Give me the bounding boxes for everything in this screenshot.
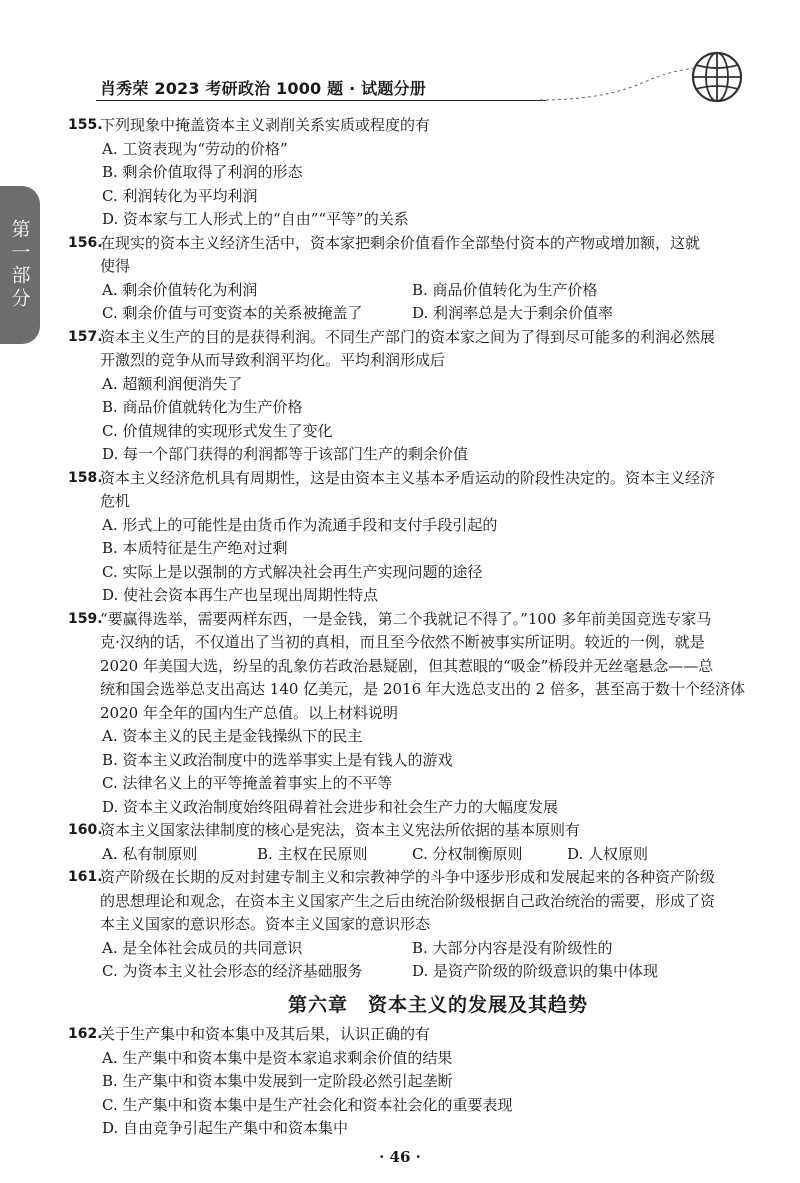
- option-d: D. 使社会资本再生产也呈现出周期性特点: [102, 586, 379, 604]
- option-d: D. 资本主义政治制度始终阻碍着社会进步和社会生产力的大幅度发展: [102, 797, 559, 816]
- option-b: B. 本质特征是生产绝对过剩: [102, 539, 288, 557]
- question-stem: 资本主义国家法律制度的核心是宪法，资本主义宪法所依据的基本原则有: [100, 821, 581, 839]
- option-row: [68, 843, 748, 867]
- option-a: A. 形式上的可能性是由货币作为流通手段和支付手段引起的: [102, 515, 498, 534]
- question-155: [68, 114, 748, 138]
- question-number: 155.: [68, 117, 103, 133]
- question-stem: 使得: [100, 257, 131, 275]
- option-b: B. 大部分内容是没有阶级性的: [412, 938, 613, 957]
- question-stem: “要赢得选举，需要两样东西，一是金钱，第二个我就记不得了。”100 多年前美国竞选专家马: [100, 609, 712, 628]
- option-c: C. 实际上是以强制的方式解决社会再生产实现问题的途径: [102, 562, 483, 581]
- option-row: [68, 279, 748, 303]
- question-stem: 资产阶级在长期的反对封建专制主义和宗教神学的斗争中逐步形成和发展起来的各种资产阶级: [100, 868, 716, 886]
- question-162: [68, 1023, 748, 1047]
- option-b: B. 商品价值转化为生产价格: [412, 280, 598, 299]
- page-number: · 46 ·: [379, 1148, 421, 1166]
- question-stem: 关于生产集中和资本集中及其后果，认识正确的有: [100, 1025, 431, 1043]
- question-stem: 危机: [100, 492, 131, 510]
- option-d: D. 每一个部门获得的利润都等于该部门生产的剩余价值: [102, 445, 469, 463]
- option-d: D. 人权原则: [567, 844, 649, 863]
- header-dashed-curve: [540, 62, 700, 102]
- option-a: A. 生产集中和资本集中是资本家追求剩余价值的结果: [102, 1048, 453, 1067]
- question-number: 162.: [68, 1026, 103, 1042]
- question-stem: 统和国会选举总支出高达 140 亿美元，是 2016 年大选总支出的 2 倍多，甚至高于数十个经济体: [100, 680, 745, 698]
- question-stem: 克·汉纳的话，不仅道出了当初的真相，而且至今依然不断被事实所证明。较近的一例，就是: [100, 633, 705, 651]
- option-d: D. 利润率总是大于剩余价值率: [412, 304, 614, 322]
- question-number: 161.: [68, 869, 103, 885]
- question-stem: 下列现象中掩盖资本主义剥削关系实质或程度的有: [100, 116, 431, 134]
- question-stem: 开激烈的竞争从而导致利润平均化。平均利润形成后: [100, 351, 446, 369]
- option-b: B. 生产集中和资本集中发展到一定阶段必然引起垄断: [102, 1072, 453, 1090]
- option-d: D. 是资产阶级的阶级意识的集中体现: [412, 962, 659, 980]
- question-number: 158.: [68, 469, 103, 486]
- option-c: C. 剩余价值与可变资本的关系被掩盖了: [102, 304, 363, 322]
- option-d: D. 自由竞争引起生产集中和资本集中: [102, 1119, 349, 1137]
- option-c: C. 为资本主义社会形态的经济基础服务: [102, 962, 363, 980]
- option-c: C. 价值规律的实现形式发生了变化: [102, 421, 333, 440]
- question-stem: 本主义国家的意识形态。资本主义国家的意识形态: [100, 915, 431, 933]
- question-number: 156.: [68, 234, 103, 251]
- question-stem: 2020 年全年的国内生产总值。以上材料说明: [100, 703, 398, 722]
- question-158: [68, 467, 748, 514]
- option-a: A. 工资表现为“劳动的价格”: [102, 139, 288, 158]
- option-row: [68, 937, 748, 961]
- question-number: 160.: [68, 822, 103, 838]
- option-a: A. 是全体社会成员的共同意识: [102, 938, 303, 957]
- option-c: C. 利润转化为平均利润: [102, 186, 258, 205]
- option-c: C. 生产集中和资本集中是生产社会化和资本社会化的重要表现: [102, 1095, 513, 1114]
- option-a: A. 剩余价值转化为利润: [102, 280, 258, 299]
- section-side-tab: [0, 186, 40, 344]
- header-rule: [96, 100, 546, 101]
- question-161: [68, 866, 748, 937]
- option-d: D. 资本家与工人形式上的“自由”“平等”的关系: [102, 210, 409, 228]
- chapter-heading: 第六章 资本主义的发展及其趋势: [287, 993, 588, 1016]
- question-157: [68, 326, 748, 373]
- option-a: A. 私有制原则: [102, 844, 198, 863]
- question-stem: 资本主义生产的目的是获得利润。不同生产部门的资本家之间为了得到尽可能多的利润必然展: [100, 327, 716, 346]
- question-156: [68, 232, 748, 279]
- header-title: 肖秀荣 2023 考研政治 1000 题 · 试题分册: [100, 79, 426, 98]
- question-stem: 资本主义经济危机具有周期性，这是由资本主义基本矛盾运动的阶段性决定的。资本主义经济: [100, 468, 716, 487]
- question-number: 157.: [68, 328, 103, 345]
- question-number: 159.: [68, 610, 103, 627]
- option-a: A. 资本主义的民主是金钱操纵下的民主: [102, 727, 363, 745]
- option-row: [68, 302, 748, 326]
- question-list: [68, 114, 748, 1141]
- side-tab-label: 第一部分: [8, 219, 31, 311]
- option-b: B. 商品价值就转化为生产价格: [102, 398, 303, 416]
- option-b: B. 剩余价值取得了利润的形态: [102, 163, 303, 181]
- option-c: C. 分权制衡原则: [412, 844, 523, 863]
- question-stem: 2020 年美国大选，纷呈的乱象仿若政治悬疑剧，但其惹眼的“吸金”桥段并无丝毫悬念——总: [100, 656, 714, 675]
- question-stem: 在现实的资本主义经济生活中，资本家把剩余价值看作全部垫付资本的产物或增加额，这就: [100, 233, 701, 252]
- option-a: A. 超额利润便消失了: [102, 374, 243, 393]
- question-160: [68, 819, 748, 843]
- option-c: C. 法律名义上的平等掩盖着事实上的不平等: [102, 774, 393, 792]
- question-159: [68, 608, 748, 726]
- option-b: B. 主权在民原则: [257, 844, 368, 863]
- question-stem: 的思想理论和观念，在资本主义国家产生之后由统治阶级根据自己政治统治的需要，形成了资: [100, 891, 716, 910]
- option-b: B. 资本主义政治制度中的选举事实上是有钱人的游戏: [102, 750, 453, 769]
- option-row: [68, 960, 748, 984]
